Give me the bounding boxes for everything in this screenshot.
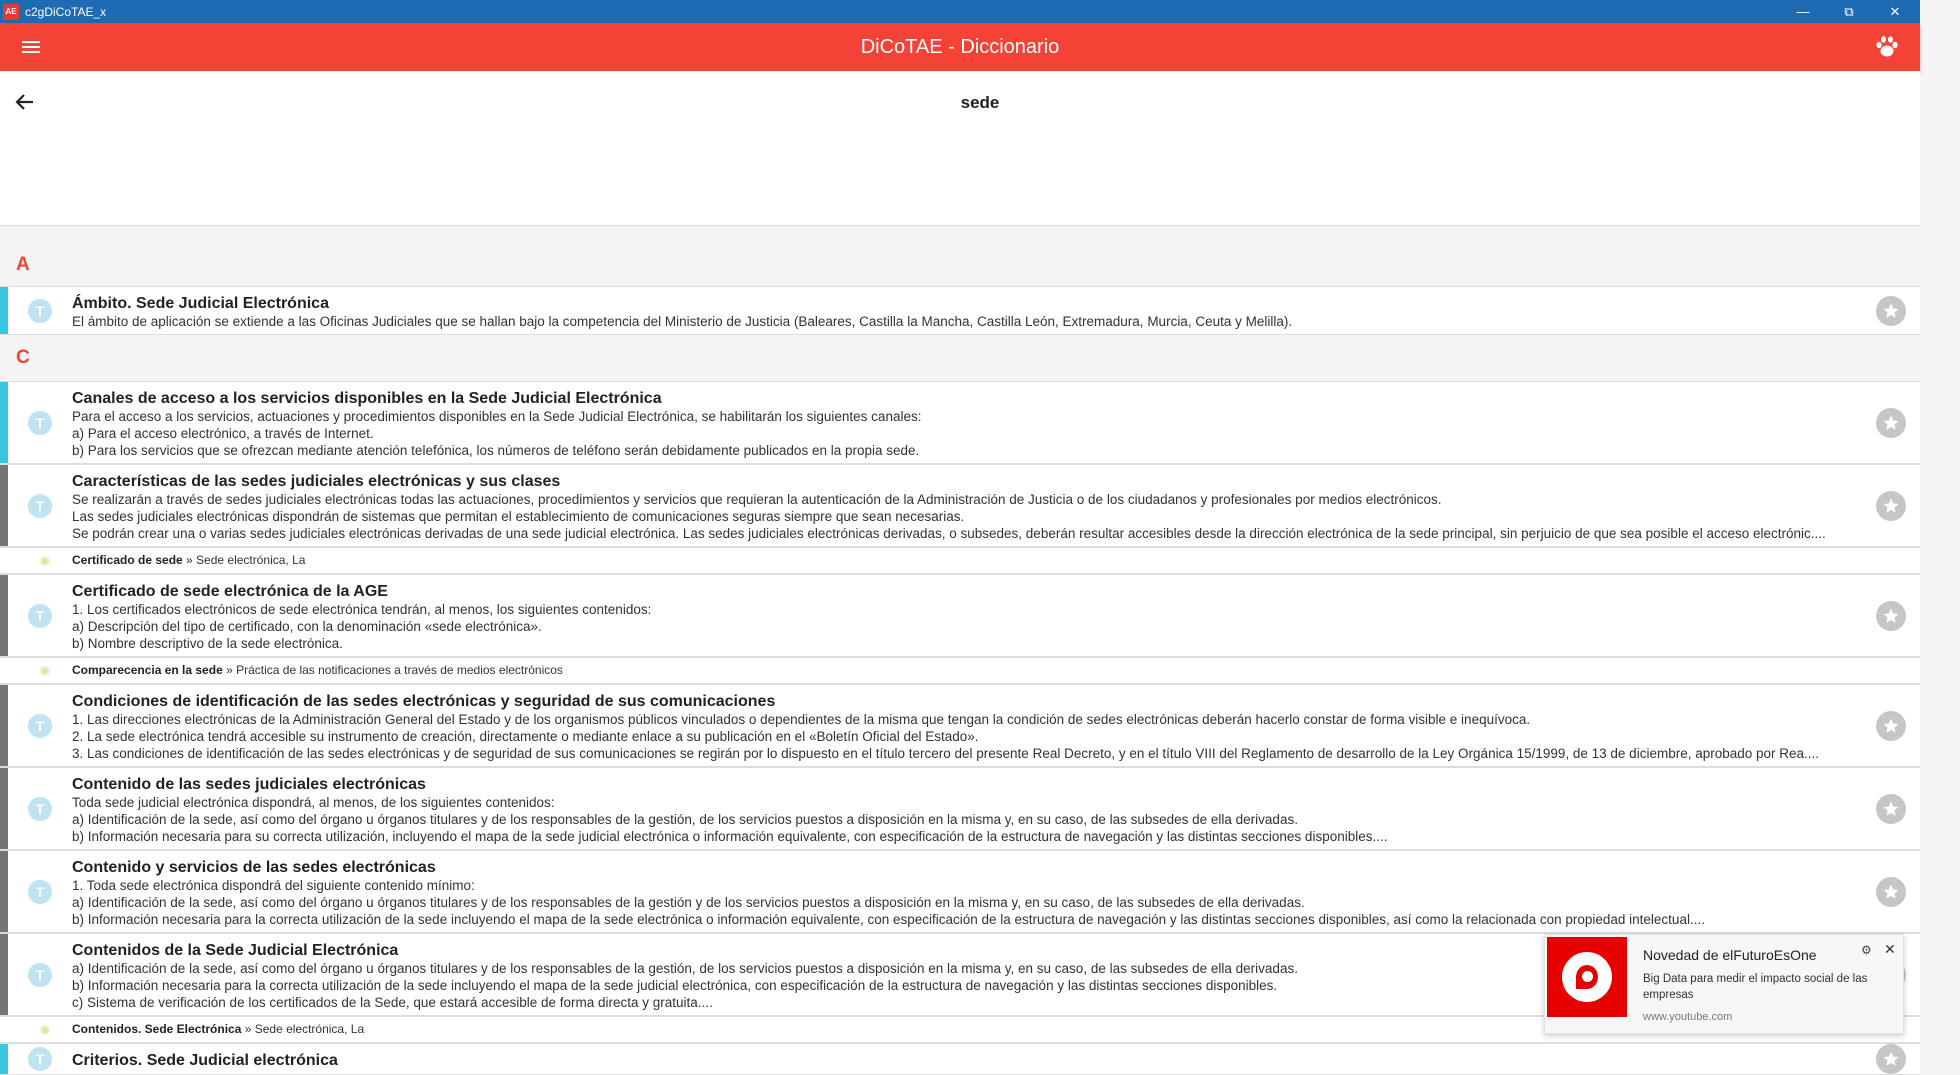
accent-bar [0, 287, 8, 334]
entry-title: Certificado de sede electrónica de la AGE [72, 583, 388, 600]
list-item[interactable] [0, 286, 1920, 335]
reference-term: Certificado de sede [72, 553, 183, 567]
entry-text-line: b) Información necesaria para su correcta utilización, incluyendo el mapa de la sede judicial electrónica o información equivalente, con especificación de la estructura de navegación y las distintas secciones disponibles.... [72, 829, 1388, 844]
reference-dot-icon [40, 666, 50, 676]
entry-title: Criterios. Sede Judicial electrónica [72, 1052, 338, 1069]
paw-icon[interactable] [1874, 35, 1900, 59]
app-icon: AE [3, 4, 19, 20]
app-bar [0, 23, 1920, 71]
list-item[interactable] [0, 574, 1920, 657]
accent-bar [0, 382, 8, 463]
gear-icon[interactable]: ⚙ [1861, 943, 1872, 957]
close-button[interactable]: ✕ [1889, 3, 1901, 19]
reference-dot-icon [40, 1025, 50, 1035]
list-item[interactable] [0, 381, 1920, 464]
entry-text-line: 1. Las direcciones electrónicas de la Administración General del Estado y de los organismos públicos vinculados o dependientes de la misma que tengan la condición de sedes electrónicas deberán hacerlo constar de forma visible e inequívoca. [72, 712, 1531, 727]
favorite-star-icon[interactable] [1876, 794, 1906, 824]
reference-dot-icon [40, 556, 50, 566]
accent-bar [0, 1044, 8, 1074]
list-item[interactable] [0, 767, 1920, 850]
entry-text-line: a) Identificación de la sede, así como del órgano u órganos titulares y de los responsables de la gestión, de los servicios puestos a disposición en la misma y, en su caso, de las subsedes de ella derivadas. [72, 961, 1298, 976]
accent-bar [0, 851, 8, 932]
restore-button[interactable]: ⧉ [1844, 3, 1854, 19]
close-icon[interactable]: ✕ [1884, 941, 1896, 957]
search-header [0, 71, 1920, 226]
notification-toast[interactable] [1544, 934, 1904, 1034]
entry-text-line: b) Para los servicios que se ofrezcan mediante atención telefónica, los números de teléfono serán debidamente publicados en la propia sede. [72, 443, 920, 458]
type-t-icon: T [28, 1047, 52, 1071]
type-t-icon: T [28, 880, 52, 904]
favorite-star-icon[interactable] [1876, 296, 1906, 326]
type-t-icon: T [28, 963, 52, 987]
entry-text-line: Se podrán crear una o varias sedes judiciales electrónicas derivadas de una sede judicial electrónica. Las sedes judiciales electrónicas derivadas, o subsedes, deberán resultar accesibles desde la dirección electrónica de la sede principal, sin perjuicio de que sea posible el acceso electrónic.... [72, 526, 1826, 541]
reference-target: » Práctica de las notificaciones a través de medios electrónicos [222, 663, 563, 677]
minimize-button[interactable]: — [1796, 4, 1810, 19]
hamburger-menu-icon[interactable] [22, 38, 46, 56]
section-letter: C [0, 335, 1920, 381]
entry-text-line: Para el acceso a los servicios, actuaciones y procedimientos disponibles en la Sede Judicial Electrónica, se habilitarán los siguientes canales: [72, 409, 922, 424]
entry-text-line: a) Descripción del tipo de certificado, con la denominación «sede electrónica». [72, 619, 542, 634]
entry-text-line: 2. La sede electrónica tendrá accesible su instrumento de creación, directamente o mediante enlace a su publicación en el «Boletín Oficial del Estado». [72, 729, 979, 744]
notification-body: Big Data para medir el impacto social de las empresas [1643, 973, 1868, 1001]
entry-text-line: Las sedes judiciales electrónicas dispondrán de sistemas que permitan el establecimiento de comunicaciones seguras siempre que sean necesarias. [72, 509, 965, 524]
entry-text-line: a) Para el acceso electrónico, a través de Internet. [72, 426, 374, 441]
entry-text-line: a) Identificación de la sede, así como del órgano u órganos titulares y de los responsables de la gestión, de los servicios puestos a disposición en la misma y, en su caso, de las subsedes de ella derivadas. [72, 812, 1298, 827]
results-list [0, 226, 1920, 1069]
vodafone-logo-icon [1547, 937, 1627, 1017]
entry-title: Condiciones de identificación de las sedes electrónicas y seguridad de sus comunicaciones [72, 693, 776, 710]
reference-target: » Sede electrónica, La [241, 1022, 365, 1036]
reference-target: » Sede electrónica, La [182, 553, 306, 567]
reference-row[interactable] [0, 547, 1920, 574]
entry-text-line: 1. Los certificados electrónicos de sede electrónica tendrán, al menos, los siguientes contenidos: [72, 602, 652, 617]
entry-title: Contenido y servicios de las sedes electrónicas [72, 859, 436, 876]
entry-title: Características de las sedes judiciales electrónicas y sus clases [72, 473, 561, 490]
entry-text-line: 3. Las condiciones de identificación de las sedes electrónicas y de seguridad de sus comunicaciones se regirán por lo dispuesto en el título tercero del presente Real Decreto, y en el título VIII del Reglamento de desarrollo de la Ley Orgánica 15/1999, de 13 de diciembre, aprobado por Rea.... [72, 746, 1820, 761]
favorite-star-icon[interactable] [1876, 711, 1906, 741]
type-t-icon: T [28, 714, 52, 738]
type-t-icon: T [28, 604, 52, 628]
window-title: c2gDiCoTAE_x [25, 4, 107, 19]
entry-text-line: b) Información necesaria para la correcta utilización de la sede incluyendo el mapa de la sede judicial electrónica, con especificación de la estructura de navegación y las distintas secciones disponibles. [72, 978, 1278, 993]
window-titlebar [0, 0, 1920, 23]
favorite-star-icon[interactable] [1876, 601, 1906, 631]
entry-text-line: El ámbito de aplicación se extiende a las Oficinas Judiciales que se hallan bajo la competencia del Ministerio de Justicia (Baleares, Castilla la Mancha, Castilla León, Extremadura, Murcia, Ceuta y Melilla). [72, 314, 1293, 329]
favorite-star-icon[interactable] [1876, 491, 1906, 521]
reference-term: Contenidos. Sede Electrónica [72, 1022, 242, 1036]
accent-bar [0, 934, 8, 1015]
list-item[interactable] [0, 850, 1920, 933]
notification-title: Novedad de elFuturoEsOne [1643, 947, 1817, 963]
entry-text-line: Toda sede judicial electrónica dispondrá, al menos, de los siguientes contenidos: [72, 795, 555, 810]
list-item[interactable] [0, 684, 1920, 767]
entry-text-line: a) Identificación de la sede, así como del órgano u órganos titulares y de los responsables de la gestión y de los servicios puestos a disposición en la misma y, en su caso, de las subsedes de ella derivadas. [72, 895, 1305, 910]
accent-bar [0, 768, 8, 849]
reference-row[interactable] [0, 657, 1920, 684]
accent-bar [0, 685, 8, 766]
favorite-star-icon[interactable] [1876, 877, 1906, 907]
entry-title: Canales de acceso a los servicios disponibles en la Sede Judicial Electrónica [72, 390, 662, 407]
accent-bar [0, 465, 8, 546]
type-t-icon: T [28, 494, 52, 518]
favorite-star-icon[interactable] [1876, 1044, 1906, 1074]
accent-bar [0, 575, 8, 656]
list-item[interactable] [0, 464, 1920, 547]
entry-title: Ámbito. Sede Judicial Electrónica [72, 295, 329, 312]
notification-source: www.youtube.com [1643, 1011, 1733, 1023]
type-t-icon: T [28, 797, 52, 821]
entry-text-line: b) Información necesaria para la correcta utilización de la sede incluyendo el mapa de la sede electrónica o información equivalente, con especificación de la estructura de navegación y las distintas secciones disponibles, así como la relacionada con propiedad intelectual.... [72, 912, 1705, 927]
entry-text-line: b) Nombre descriptivo de la sede electrónica. [72, 636, 343, 651]
list-item[interactable] [0, 1043, 1920, 1075]
entry-title: Contenidos de la Sede Judicial Electrónica [72, 942, 399, 959]
type-t-icon: T [28, 411, 52, 435]
entry-text-line: Se realizarán a través de sedes judiciales electrónicas todas las actuaciones, procedimientos y servicios que requieran la autenticación de la Administración de Justicia o de los ciudadanos y profesionales por medios electrónicos. [72, 492, 1442, 507]
section-letter: A [0, 226, 1920, 286]
reference-term: Comparecencia en la sede [72, 663, 223, 677]
entry-text-line: 1. Toda sede electrónica dispondrá del siguiente contenido mínimo: [72, 878, 475, 893]
search-term: sede [960, 93, 1000, 112]
favorite-star-icon[interactable] [1876, 408, 1906, 438]
entry-text-line: c) Sistema de verificación de los certificados de la Sede, que estará accesible de forma directa y gratuita.... [72, 995, 713, 1010]
app-title: DiCoTAE - Diccionario [860, 35, 1060, 58]
type-t-icon: T [28, 299, 52, 323]
entry-title: Contenido de las sedes judiciales electrónicas [72, 776, 426, 793]
